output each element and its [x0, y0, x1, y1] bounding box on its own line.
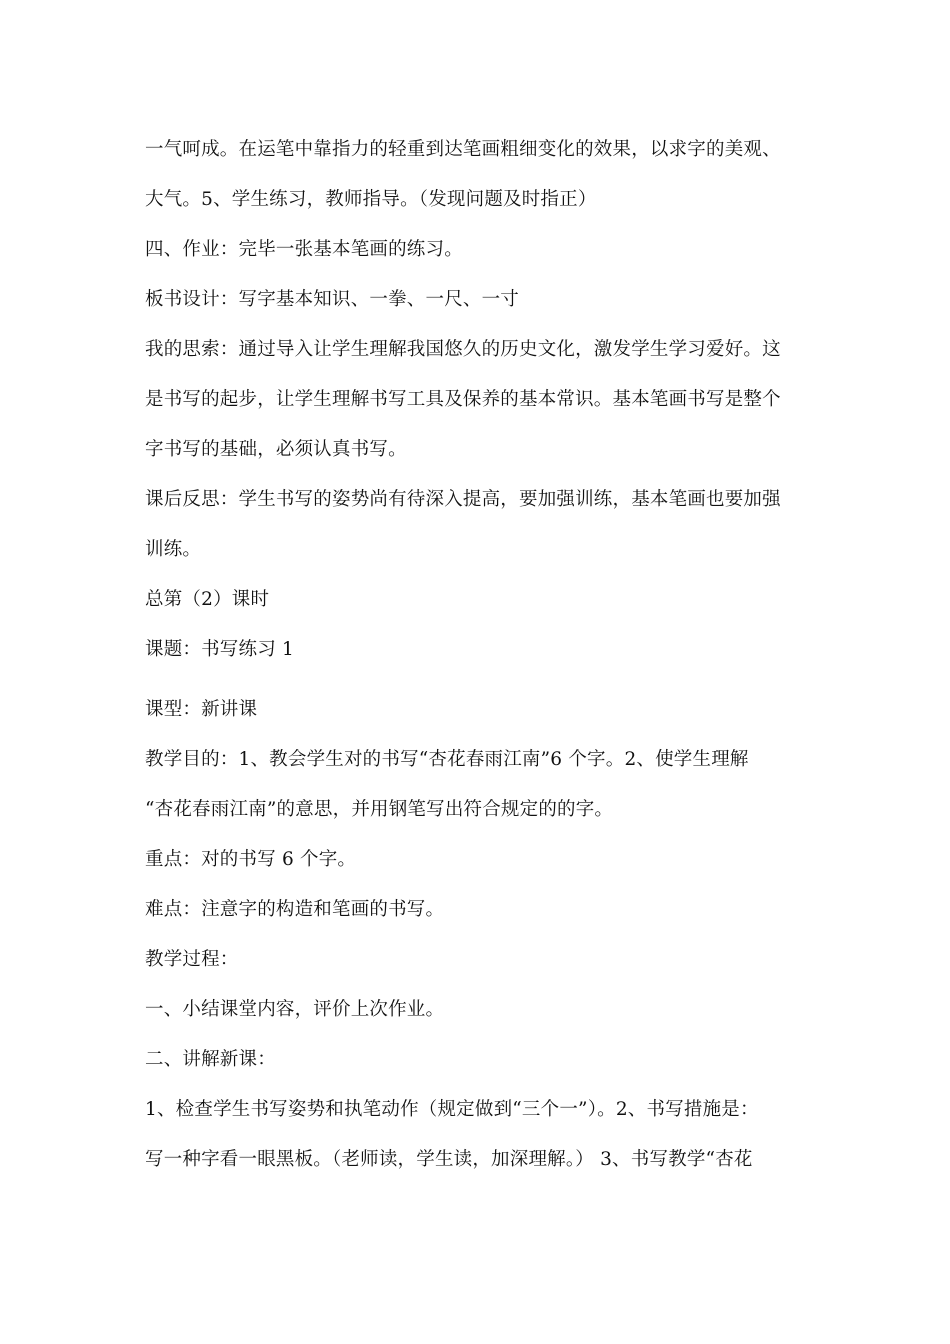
- text-line: 一、小结课堂内容，评价上次作业。: [145, 999, 445, 1020]
- text-line: 训练。: [145, 539, 202, 560]
- text-line: 大气。5、学生练习，教师指导。（发现问题及时指正）: [145, 189, 597, 210]
- lesson-title: 课题：书写练习 1: [145, 639, 294, 660]
- text-line: 字书写的基础，必须认真书写。: [145, 439, 407, 460]
- text-line: 教学过程：: [145, 949, 239, 970]
- lesson-number: 总第（2）课时: [145, 589, 270, 610]
- text-line: 四、作业：完毕一张基本笔画的练习。: [145, 239, 463, 260]
- text-line: 写一种字看一眼黑板。（老师读，学生读，加深理解。） 3、书写教学“杏花: [145, 1149, 753, 1170]
- text-line: 是书写的起步，让学生理解书写工具及保养的基本常识。基本笔画书写是整个: [145, 389, 781, 410]
- text-line: 二、讲解新课：: [145, 1049, 276, 1070]
- text-line: 重点：对的书写 6 个字。: [145, 849, 357, 870]
- text-line: 难点：注意字的构造和笔画的书写。: [145, 899, 445, 920]
- text-line: 我的思索：通过导入让学生理解我国悠久的历史文化，激发学生学习爱好。这: [145, 339, 781, 360]
- text-line: 教学目的：1、教会学生对的书写“杏花春雨江南”6 个字。2、使学生理解: [145, 749, 749, 770]
- lesson-type: 课型：新讲课: [145, 699, 258, 720]
- text-line: 一气呵成。在运笔中靠指力的轻重到达笔画粗细变化的效果，以求字的美观、: [145, 139, 781, 160]
- text-line: “杏花春雨江南”的意思，并用钢笔写出符合规定的的字。: [145, 799, 614, 820]
- text-line: 板书设计：写字基本知识、一拳、一尺、一寸: [145, 289, 520, 310]
- text-line: 1、检查学生书写姿势和执笔动作（规定做到“三个一”）。2、书写措施是：: [145, 1099, 759, 1120]
- text-line: 课后反思：学生书写的姿势尚有待深入提高，要加强训练，基本笔画也要加强: [145, 489, 781, 510]
